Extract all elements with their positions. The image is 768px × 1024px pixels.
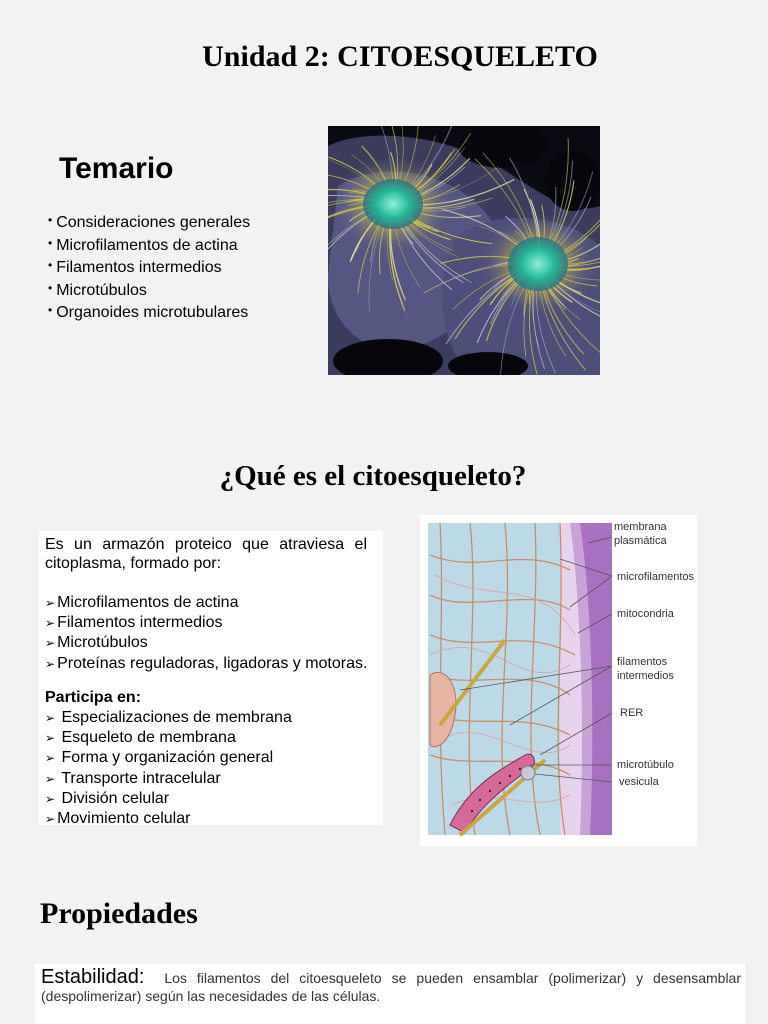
- list-item: ➢ Movimiento celular: [45, 809, 292, 829]
- participa-label: Participa en:: [45, 689, 142, 706]
- fluorescence-micrograph: [328, 126, 600, 375]
- temario-item: • Microfilamentos de actina: [48, 235, 250, 258]
- list-item: ➢ Proteínas reguladoras, ligadoras y motoras.: [45, 654, 367, 674]
- list-item: ➢ Transporte intracelular: [45, 769, 292, 789]
- estabilidad-text: Los filamentos del citoesqueleto se pueden ensamblar (polimerizar) y desensamblar (despolimerizar) según las necesidades de las células.: [41, 970, 741, 1004]
- estabilidad-paragraph: [41, 968, 741, 1005]
- temario-item: • Organoides microtubulares: [48, 302, 250, 325]
- label-microtubulo: microtúbulo: [617, 759, 674, 771]
- temario-list: [48, 212, 250, 325]
- label-intermedios: intermedios: [617, 670, 674, 682]
- participa-list: [45, 708, 292, 829]
- page-title: Unidad 2: CITOESQUELETO: [202, 40, 598, 73]
- cytoskeleton-diagram: [420, 515, 697, 846]
- list-item: ➢ Forma y organización general: [45, 748, 292, 768]
- temario-item: • Microtúbulos: [48, 280, 250, 303]
- label-plasmatica: plasmática: [614, 535, 667, 547]
- label-mitocondria: mitocondria: [617, 608, 674, 620]
- temario-heading: Temario: [59, 152, 174, 185]
- list-item: ➢ Microfilamentos de actina: [45, 593, 367, 613]
- list-item: ➢ División celular: [45, 789, 292, 809]
- estabilidad-label: Estabilidad:: [41, 966, 145, 988]
- label-filamentos: filamentos: [617, 656, 668, 668]
- list-item: ➢ Especializaciones de membrana: [45, 708, 292, 728]
- temario-item: • Consideraciones generales: [48, 212, 250, 235]
- label-membrana: membrana: [614, 521, 667, 533]
- definition-intro: Es un armazón proteico que atraviesa el citoplasma, formado por:: [45, 536, 367, 573]
- list-item: ➢ Filamentos intermedios: [45, 613, 367, 633]
- label-microfilamentos: microfilamentos: [617, 571, 695, 583]
- formado-por-list: [45, 593, 367, 674]
- label-rer: RER: [620, 707, 644, 719]
- list-item: ➢ Microtúbulos: [45, 633, 367, 653]
- que-es-heading: ¿Qué es el citoesqueleto?: [219, 460, 527, 492]
- propiedades-heading: Propiedades: [40, 897, 198, 930]
- temario-item: • Filamentos intermedios: [48, 257, 250, 280]
- label-vesicula: vesicula: [619, 776, 659, 788]
- list-item: ➢ Esqueleto de membrana: [45, 728, 292, 748]
